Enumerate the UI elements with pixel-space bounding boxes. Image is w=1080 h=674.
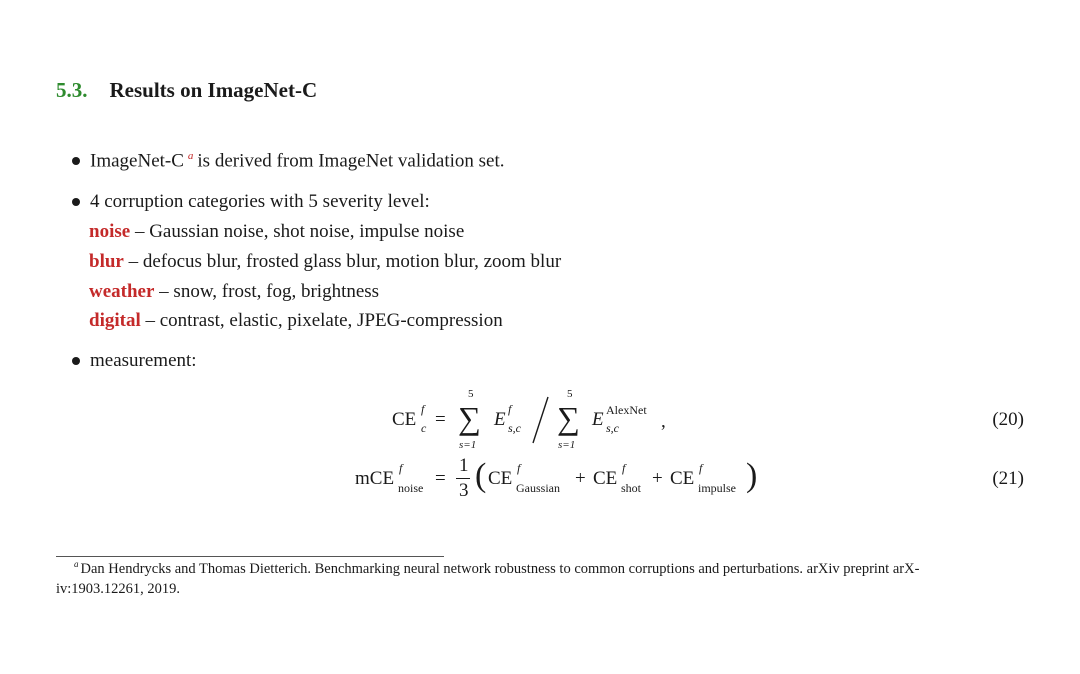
eq21-t2-sub: shot — [621, 481, 642, 495]
bullet-item — [72, 191, 430, 213]
eq20-lhs-sub: c — [421, 421, 427, 435]
category-items: – defocus blur, frosted glass blur, motion blur, zoom blur — [128, 251, 562, 272]
footnote-marker[interactable]: a — [187, 150, 194, 162]
eq21-lhs-sub: noise — [398, 481, 424, 495]
eq21-open-paren: ( — [475, 457, 487, 494]
bullet-text: 4 corruption categories with 5 severity level: — [90, 191, 430, 212]
division-slash-icon — [530, 395, 552, 445]
category-name: blur — [89, 251, 124, 272]
eq21-close-paren: ) — [746, 457, 758, 494]
section-number: 5.3. — [56, 78, 88, 102]
section-heading — [56, 78, 317, 103]
category-line — [89, 221, 464, 243]
eq21-frac-den: 3 — [459, 480, 469, 501]
eq21-t3-sub: impulse — [698, 481, 736, 495]
eq21-t3-base: CE — [670, 468, 695, 489]
fraction-bar — [456, 478, 470, 479]
footnote-text: Dan Hendrycks and Thomas Dietterich. Benchmarking neural network robustness to common corruptions and perturbations. arXiv preprint arX- — [80, 560, 920, 577]
eq21-frac-num: 1 — [459, 455, 469, 476]
section-title: Results on ImageNet-C — [109, 78, 318, 102]
bullet-text: is derived from ImageNet validation set. — [197, 150, 505, 172]
eq20-sum1-lower: s=1 — [459, 439, 477, 451]
footnote-mark: a — [74, 559, 79, 569]
eq21-lhs-sup: f — [399, 461, 403, 475]
eq20-num-sup: f — [508, 402, 512, 416]
sigma-icon: ∑ — [458, 400, 481, 436]
sigma-icon: ∑ — [557, 400, 580, 436]
footnote-rule — [56, 556, 444, 557]
eq20-den-sup: AlexNet — [606, 403, 647, 417]
bullet-dot-icon — [72, 357, 80, 365]
eq21-plus: + — [652, 468, 663, 489]
category-name: digital — [89, 310, 141, 331]
eq21-equals: = — [435, 468, 446, 489]
bullet-dot-icon — [72, 157, 80, 165]
category-items: – Gaussian noise, shot noise, impulse noise — [134, 221, 465, 242]
eq21-t2-sup: f — [622, 461, 626, 475]
eq21-t3-sup: f — [699, 461, 703, 475]
eq20-sum1-upper: 5 — [468, 388, 474, 400]
eq21-t1-sup: f — [517, 461, 521, 475]
eq20-lhs-sup: f — [421, 402, 425, 416]
category-line — [89, 310, 503, 332]
eq21-lhs-base: mCE — [355, 468, 395, 489]
footnote-text: iv:1903.12261, 2019. — [56, 581, 181, 597]
eq20-den-sub: s,c — [606, 421, 619, 435]
eq20-den-base: E — [592, 409, 604, 430]
eq21-t1-base: CE — [488, 468, 513, 489]
eq20-trail: , — [661, 411, 666, 432]
eq20-num-base: E — [494, 409, 506, 430]
eq20-sum2-upper: 5 — [567, 388, 573, 400]
eq21-t2-base: CE — [593, 468, 618, 489]
eq20-lhs-base: CE — [392, 409, 417, 430]
footnote-line — [56, 581, 180, 598]
equation-number: (20) — [992, 409, 1024, 430]
eq20-num-sub: s,c — [508, 421, 521, 435]
eq20-equals: = — [435, 409, 446, 430]
bullet-text: ImageNet-C — [90, 150, 184, 172]
bullet-item — [72, 350, 197, 372]
category-items: – contrast, elastic, pixelate, JPEG-compression — [145, 310, 503, 331]
category-line — [89, 251, 561, 273]
bullet-dot-icon — [72, 198, 80, 206]
equation-number: (21) — [992, 468, 1024, 489]
bullet-text: measurement: — [90, 350, 197, 371]
eq21-t1-sub: Gaussian — [516, 481, 560, 495]
eq20-sum2-lower: s=1 — [558, 439, 576, 451]
category-name: weather — [89, 281, 155, 302]
category-items: – snow, frost, fog, brightness — [159, 281, 380, 302]
eq21-plus: + — [575, 468, 586, 489]
category-line — [89, 281, 379, 303]
footnote-line — [74, 559, 919, 578]
category-name: noise — [89, 221, 131, 242]
bullet-item — [72, 150, 504, 172]
